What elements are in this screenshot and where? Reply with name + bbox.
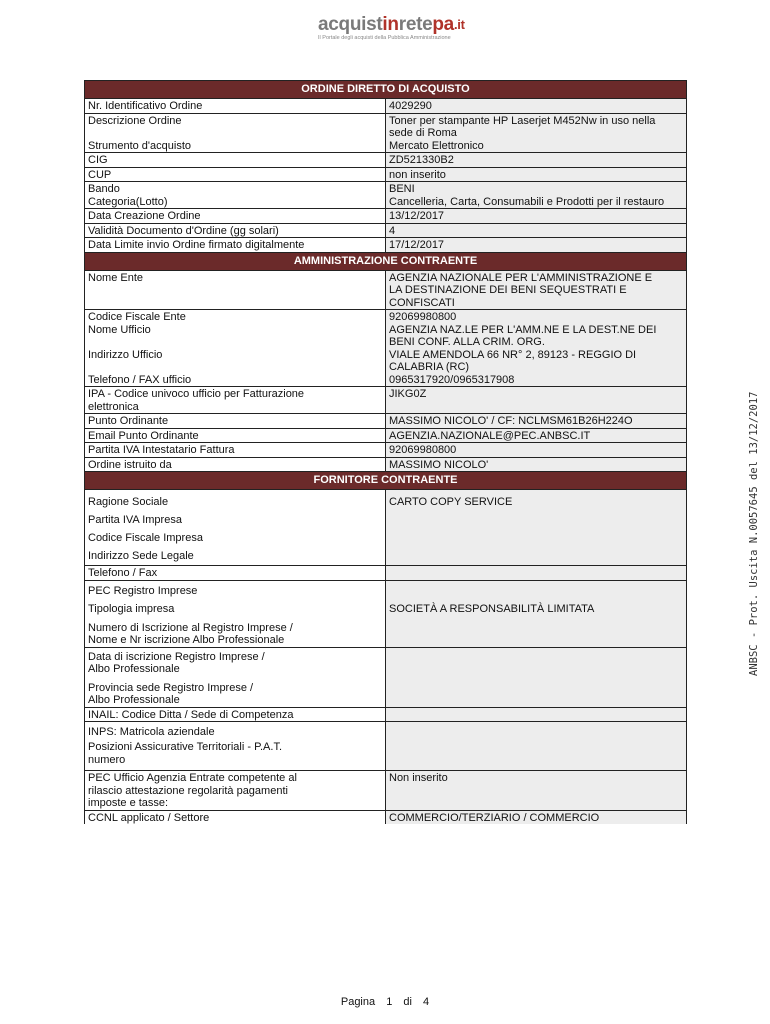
field-value: 17/12/2017 (386, 238, 687, 253)
field-label: Nome e Nr iscrizione Albo Professionale (88, 634, 285, 646)
field-label: INPS: Matricola aziendale (88, 726, 215, 738)
table-row (85, 428, 687, 443)
field-label: Nome Ufficio (88, 323, 151, 336)
field-value: VIALE AMENDOLA 66 NR° 2, 89123 - REGGIO DI (389, 348, 637, 361)
field-label: Nr. Identificativo Ordine (85, 99, 386, 114)
field-label: Tipologia impresa (88, 602, 175, 615)
field-value: MASSIMO NICOLO' / CF: NCLMSM61B26H224O (386, 414, 687, 429)
field-label: Codice Fiscale Ente (88, 311, 186, 323)
field-value: COMMERCIO/TERZIARIO / COMMERCIO (386, 810, 687, 824)
table-row (85, 580, 687, 647)
table-row (85, 99, 687, 114)
table-row (85, 414, 687, 429)
table-row (85, 182, 687, 209)
table-row (85, 443, 687, 458)
table-row (85, 771, 687, 811)
table-row (85, 223, 687, 238)
page-label: Pagina (340, 996, 376, 1008)
field-value: CONFISCATI (389, 296, 455, 309)
field-value: CARTO COPY SERVICE (389, 496, 513, 508)
table-row (85, 387, 687, 414)
field-value: AGENZIA NAZIONALE PER L'AMMINISTRAZIONE E (389, 271, 653, 284)
field-label: PEC Ufficio Agenzia Entrate competente al (88, 772, 297, 784)
field-value: JIKG0Z (386, 387, 687, 414)
field-label: CCNL applicato / Settore (85, 810, 386, 824)
field-label: Strumento d'acquisto (88, 139, 191, 152)
field-label: Provincia sede Registro Imprese / (88, 681, 254, 694)
table-row (85, 209, 687, 224)
field-value: SOCIETÀ A RESPONSABILITÀ LIMITATA (389, 602, 595, 615)
logo-tagline: Il Portale degli acquisti della Pubblica Amministrazione (318, 35, 451, 41)
field-value: sede di Roma (389, 127, 457, 139)
field-value: Mercato Elettronico (389, 139, 484, 152)
page-footer (0, 996, 770, 1008)
field-value: 13/12/2017 (386, 209, 687, 224)
logo-wordmark: acquistinretepa$^{.it}$ (318, 14, 465, 35)
field-label: Categoria(Lotto) (88, 195, 168, 208)
field-label: Telefono / Fax (85, 566, 386, 581)
field-label: Albo Professionale (88, 663, 180, 675)
field-label: Telefono / FAX ufficio (88, 373, 192, 386)
table-row (85, 490, 687, 566)
field-value: non inserito (386, 167, 687, 182)
table-row (85, 167, 687, 182)
field-value: AGENZIA.NAZIONALE@PEC.ANBSC.IT (386, 428, 687, 443)
field-label: Data Limite invio Ordine firmato digitalmente (85, 238, 386, 253)
field-label: Albo Professionale (88, 694, 180, 706)
order-table (84, 80, 687, 824)
table-row (85, 113, 687, 153)
table-row (85, 566, 687, 581)
field-value: LA DESTINAZIONE DEI BENI SEQUESTRATI E (389, 284, 627, 296)
field-label: Ragione Sociale (88, 496, 169, 508)
field-label: INAIL: Codice Ditta / Sede di Competenza (85, 707, 386, 722)
table-row (85, 707, 687, 722)
page-of-label: di (403, 996, 412, 1008)
table-row (85, 457, 687, 472)
field-label: CUP (85, 167, 386, 182)
field-label: Codice Fiscale Impresa (88, 532, 203, 544)
page-total: 4 (423, 996, 430, 1008)
field-value: Cancelleria, Carta, Consumabili e Prodotti per il restauro (389, 195, 665, 208)
field-label: rilascio attestazione regolarità pagamenti (88, 784, 288, 797)
field-label: numero (88, 753, 126, 766)
section-header-ordine: ORDINE DIRETTO DI ACQUISTO (85, 81, 687, 99)
field-label: Numero di Iscrizione al Registro Imprese / (88, 621, 293, 634)
page-number: 1 (386, 996, 393, 1008)
protocol-stamp: ANBSC - Prot. Uscita N.0057645 del 13/12/2017 (748, 391, 760, 676)
field-label: Punto Ordinante (85, 414, 386, 429)
table-row (85, 238, 687, 253)
field-label: Validità Documento d'Ordine (gg solari) (85, 223, 386, 238)
field-label: Posizioni Assicurative Territoriali - P.A.T. (88, 741, 282, 753)
field-value: CALABRIA (RC) (389, 361, 470, 373)
field-value: MASSIMO NICOLO' (386, 457, 687, 472)
field-label: Partita IVA Intestatario Fattura (85, 443, 386, 458)
field-value: Non inserito (386, 771, 687, 811)
field-value: 92069980800 (389, 311, 457, 323)
field-label: Data Creazione Ordine (85, 209, 386, 224)
field-label: Partita IVA Impresa (88, 514, 182, 526)
field-label: imposte e tasse: (88, 797, 169, 809)
field-label: CIG (85, 153, 386, 168)
table-row (85, 310, 687, 387)
table-row (85, 647, 687, 707)
field-label: Ordine istruito da (85, 457, 386, 472)
field-label: Email Punto Ordinante (85, 428, 386, 443)
field-value: BENI CONF. ALLA CRIM. ORG. (389, 336, 545, 348)
field-value: 92069980800 (386, 443, 687, 458)
field-label: Descrizione Ordine (88, 114, 182, 127)
field-value: ZD521330B2 (386, 153, 687, 168)
field-label: Indirizzo Ufficio (88, 348, 163, 361)
section-header-fornitore: FORNITORE CONTRAENTE (85, 472, 687, 490)
field-label: IPA - Codice univoco ufficio per Fatturazione (88, 388, 305, 400)
table-row (85, 722, 687, 771)
field-label: Data di iscrizione Registro Imprese / (88, 650, 265, 663)
field-label: Bando (88, 183, 120, 195)
field-label: PEC Registro Imprese (88, 584, 198, 597)
section-header-amministrazione: AMMINISTRAZIONE CONTRAENTE (85, 252, 687, 270)
field-value: BENI (389, 183, 415, 195)
field-label: elettronica (88, 400, 139, 413)
field-value: Toner per stampante HP Laserjet M452Nw in uso nella (389, 114, 656, 127)
table-row (85, 270, 687, 310)
table-row (85, 153, 687, 168)
field-label: Indirizzo Sede Legale (88, 550, 194, 562)
site-logo (318, 14, 478, 41)
table-row (85, 810, 687, 824)
field-value: 0965317920/0965317908 (389, 373, 515, 386)
field-label: Nome Ente (85, 270, 386, 310)
field-value: 4029290 (386, 99, 687, 114)
field-value: 4 (386, 223, 687, 238)
field-value: AGENZIA NAZ.LE PER L'AMM.NE E LA DEST.NE DEI (389, 323, 657, 336)
